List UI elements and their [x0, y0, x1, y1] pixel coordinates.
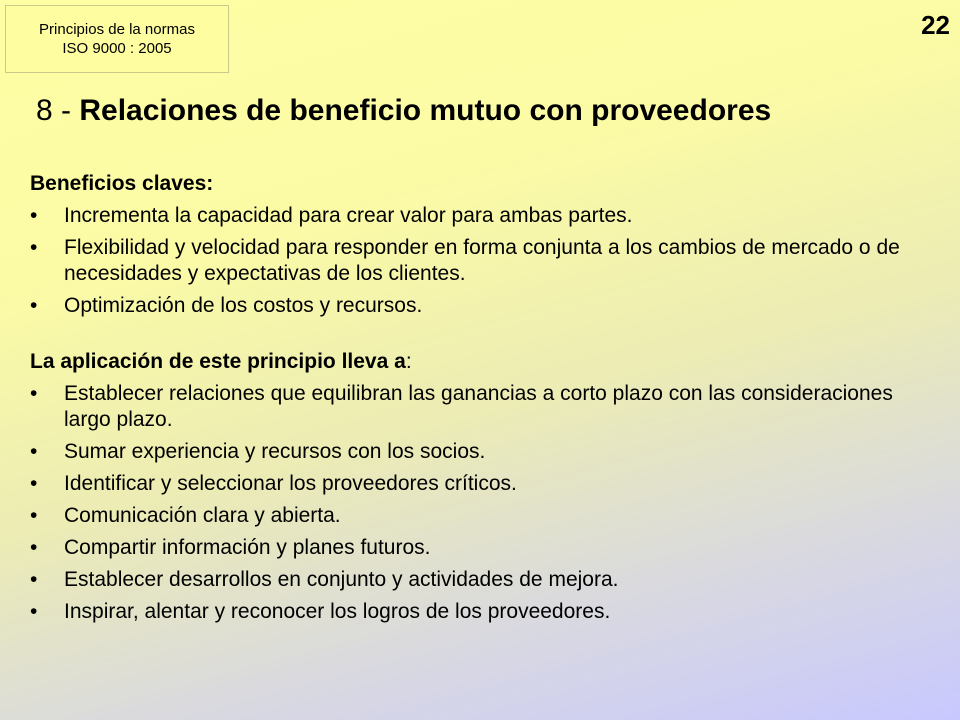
list-item: • Establecer relaciones que equilibran las ganancias a corto plazo con las consideraciones largo plazo.: [30, 381, 935, 433]
title-bold-text: Relaciones de beneficio mutuo con proveedores: [79, 94, 772, 127]
section-heading-colon: :: [405, 350, 412, 373]
header-tag-line-1: Principios de la normas: [39, 21, 195, 38]
section-heading-benefits: Beneficios claves:: [30, 172, 214, 195]
list-item: • Optimización de los costos y recursos.: [30, 293, 935, 319]
list-item: • Sumar experiencia y recursos con los socios.: [30, 439, 935, 465]
benefits-list: [30, 203, 935, 319]
list-item: • Inspirar, alentar y reconocer los logros de los proveedores.: [30, 599, 935, 625]
section-heading-application: [30, 349, 935, 375]
title-prefix: 8 -: [36, 94, 80, 127]
slide-content: [30, 171, 935, 631]
list-item: • Incrementa la capacidad para crear valor para ambas partes.: [30, 203, 935, 229]
list-item: • Comunicación clara y abierta.: [30, 503, 935, 529]
header-tag-box: [5, 5, 229, 73]
list-item: • Establecer desarrollos en conjunto y actividades de mejora.: [30, 567, 935, 593]
list-item: • Identificar y seleccionar los proveedores críticos.: [30, 471, 935, 497]
page-number: 22: [921, 10, 950, 40]
section-heading-application-text: La aplicación de este principio lleva a: [30, 350, 406, 373]
slide-title: [36, 94, 771, 128]
list-item: • Compartir información y planes futuros.: [30, 535, 935, 561]
list-item: • Flexibilidad y velocidad para responder en forma conjunta a los cambios de mercado o de necesidades y expectativas de los clientes.: [30, 235, 935, 287]
header-tag-line-2: ISO 9000 : 2005: [62, 40, 172, 57]
application-list: [30, 381, 935, 625]
